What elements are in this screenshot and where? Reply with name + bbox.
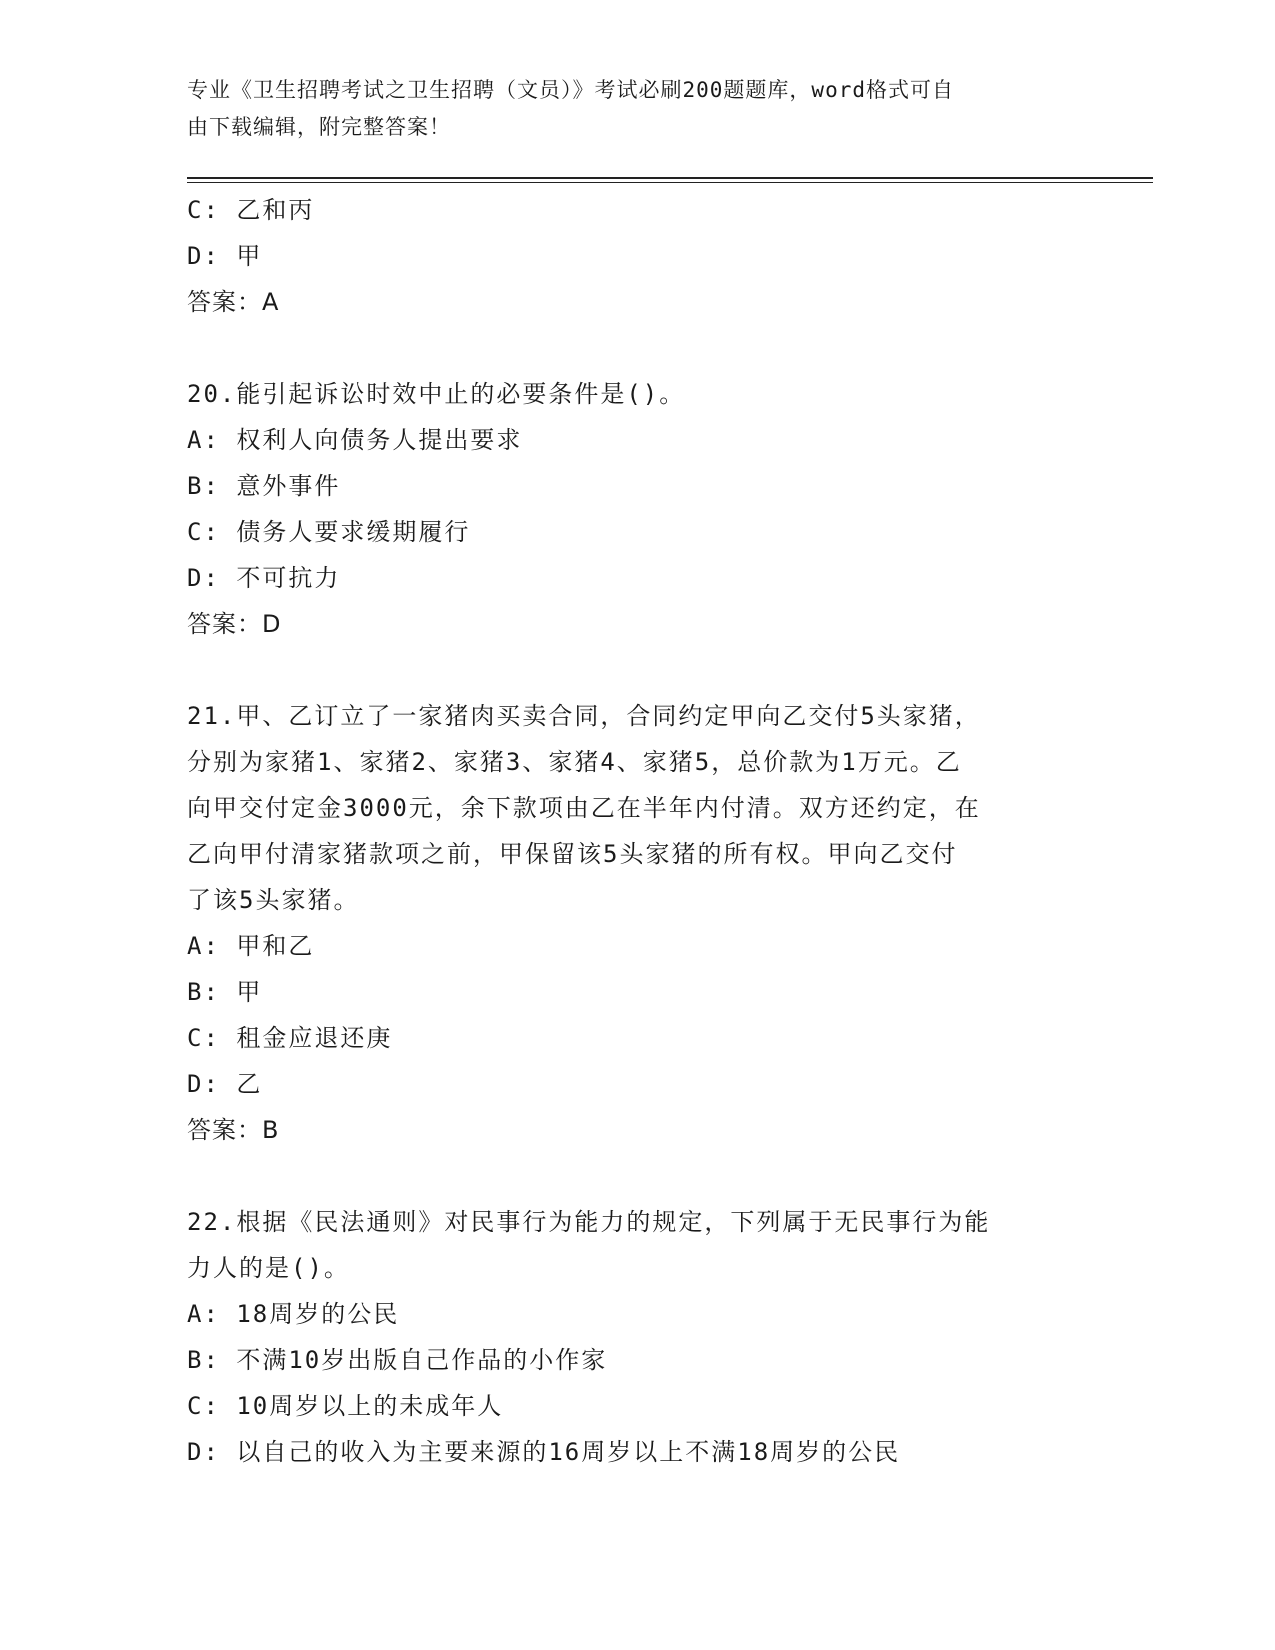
option-key: D: (187, 1070, 220, 1098)
option-key: A: (187, 1300, 220, 1328)
option-text: 乙和丙 (236, 196, 315, 224)
option-text: 甲 (236, 978, 263, 1006)
option-b (187, 1337, 1087, 1383)
question-content (187, 187, 1087, 1475)
spacer (187, 1153, 1087, 1199)
header-rule-thin (187, 182, 1153, 183)
prev-question (187, 187, 1087, 325)
option-key: D: (187, 564, 220, 592)
question-21 (187, 693, 1087, 1153)
question-stem-line: 力人的是()。 (187, 1254, 350, 1282)
option-c (187, 509, 1087, 555)
option-text: 权利人向债务人提出要求 (236, 426, 523, 454)
question-stem-line: 22.根据《民法通则》对民事行为能力的规定，下列属于无民事行为能 (187, 1208, 991, 1236)
option-d (187, 555, 1087, 601)
question-stem-line: 21.甲、乙订立了一家猪肉买卖合同，合同约定甲向乙交付5头家猪， (187, 702, 981, 730)
question-20 (187, 371, 1087, 647)
answer-line: 答案：A (187, 288, 280, 316)
option-key: C: (187, 518, 220, 546)
option-a (187, 923, 1087, 969)
option-key: C: (187, 196, 220, 224)
option-text: 不满10岁出版自己作品的小作家 (236, 1346, 608, 1374)
option-key: D: (187, 242, 220, 270)
question-stem-line: 乙向甲付清家猪款项之前，甲保留该5头家猪的所有权。甲向乙交付 (187, 840, 958, 868)
option-d (187, 1061, 1087, 1107)
option-key: A: (187, 426, 220, 454)
option-key: D: (187, 1438, 220, 1466)
header-rule-thick (187, 177, 1153, 179)
option-d (187, 233, 1087, 279)
question-stem-line: 了该5头家猪。 (187, 886, 360, 914)
option-a (187, 417, 1087, 463)
option-text: 乙 (236, 1070, 263, 1098)
answer-line: 答案：B (187, 1116, 280, 1144)
option-key: B: (187, 472, 220, 500)
option-text: 10周岁以上的未成年人 (236, 1392, 504, 1420)
option-b (187, 969, 1087, 1015)
spacer (187, 647, 1087, 693)
option-text: 不可抗力 (236, 564, 341, 592)
option-text: 甲和乙 (236, 932, 315, 960)
option-text: 租金应退还庚 (236, 1024, 393, 1052)
option-text: 18周岁的公民 (236, 1300, 400, 1328)
option-key: B: (187, 1346, 220, 1374)
option-key: C: (187, 1024, 220, 1052)
option-c (187, 1015, 1087, 1061)
option-text: 意外事件 (236, 472, 341, 500)
option-key: C: (187, 1392, 220, 1420)
option-key: A: (187, 932, 220, 960)
option-c (187, 187, 1087, 233)
document-header (187, 72, 1067, 146)
question-stem-line: 向甲交付定金3000元，余下款项由乙在半年内付清。双方还约定，在 (187, 794, 981, 822)
header-line-2: 由下载编辑，附完整答案！ (187, 115, 451, 139)
option-key: B: (187, 978, 220, 1006)
option-c (187, 1383, 1087, 1429)
answer-line: 答案：D (187, 610, 282, 638)
option-text: 债务人要求缓期履行 (236, 518, 471, 546)
option-b (187, 463, 1087, 509)
option-d (187, 1429, 1087, 1475)
option-a (187, 1291, 1087, 1337)
question-stem-line: 分别为家猪1、家猪2、家猪3、家猪4、家猪5，总价款为1万元。乙 (187, 748, 962, 776)
question-stem-line: 20.能引起诉讼时效中止的必要条件是()。 (187, 380, 686, 408)
spacer (187, 325, 1087, 371)
option-text: 甲 (236, 242, 263, 270)
header-line-1: 专业《卫生招聘考试之卫生招聘（文员）》考试必刷200题题库，word格式可自 (187, 78, 954, 102)
option-text: 以自己的收入为主要来源的16周岁以上不满18周岁的公民 (236, 1438, 901, 1466)
question-22 (187, 1199, 1087, 1475)
